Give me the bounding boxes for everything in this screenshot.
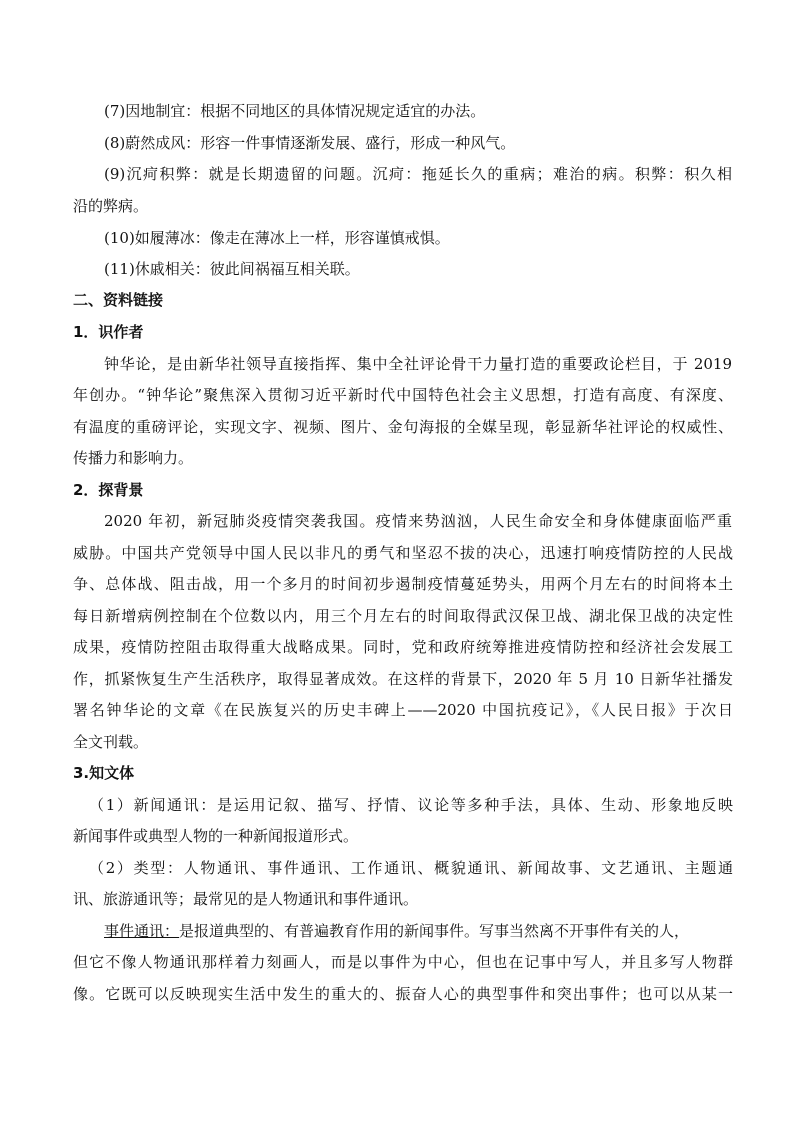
genre-paragraph-line: （2）类型：人物通讯、事件通讯、工作通讯、概貌通讯、新闻故事、文艺通讯、主题通 bbox=[89, 859, 733, 877]
background-paragraph-line: 威胁。中国共产党领导中国人民以非凡的勇气和坚忍不拔的决心，迅速打响疫情防控的人民战 bbox=[73, 544, 733, 562]
section-heading-links: 二、资料链接 bbox=[73, 291, 164, 309]
genre-paragraph-line: （1）新闻通讯：是运用记叙、描写、抒情、议论等多种手法，具体、生动、形象地反映 bbox=[89, 796, 733, 814]
author-paragraph-line: 钟华论，是由新华社领导直接指挥、集中全社评论骨干力量打造的重要政论栏目，于 2019 bbox=[104, 355, 732, 373]
author-paragraph-line: 年创办。“钟华论”聚焦深入贯彻习近平新时代中国特色社会主义思想，打造有高度、有深度、 bbox=[73, 386, 733, 404]
event-paragraph-line: 但它不像人物通讯那样着力刻画人，而是以事件为中心，但也在记事中写人，并且多写人物群 bbox=[73, 953, 733, 971]
background-paragraph-line: 作，抓紧恢复生产生活秩序，取得显著成效。在这样的背景下，2020 年 5 月 10 日新华社播发 bbox=[73, 670, 733, 688]
event-paragraph-line: 像。它既可以反映现实生活中发生的重大的、振奋人心的典型事件和突出事件；也可以从某一 bbox=[73, 985, 733, 1003]
background-paragraph-line: 2020 年初，新冠肺炎疫情突袭我国。疫情来势汹汹，人民生命安全和身体健康面临严重 bbox=[104, 512, 732, 530]
vocab-item-7: (7)因地制宜：根据不同地区的具体情况规定适宜的办法。 bbox=[104, 102, 486, 120]
event-term: 事件通讯： bbox=[104, 922, 180, 940]
author-paragraph-line: 传播力和影响力。 bbox=[73, 449, 194, 467]
event-text: 是报道典型的、有普遍教育作用的新闻事件。写事当然离不开事件有关的人， bbox=[179, 922, 690, 940]
event-paragraph-line1 bbox=[104, 921, 732, 941]
author-paragraph-line: 有温度的重磅评论，实现文字、视频、图片、金句海报的全媒呈现，彰显新华社评论的权威性、 bbox=[73, 418, 733, 436]
vocab-item-8: (8)蔚然成风：形容一件事情逐渐发展、盛行，形成一种风气。 bbox=[104, 134, 516, 152]
subheading-genre: 3.知文体 bbox=[73, 764, 135, 782]
subheading-background: 2．探背景 bbox=[73, 481, 144, 499]
background-paragraph-line: 全文刊载。 bbox=[73, 733, 149, 751]
vocab-item-10: (10)如履薄冰：像走在薄冰上一样，形容谨慎戒惧。 bbox=[104, 229, 450, 247]
genre-paragraph-line: 新闻事件或典型人物的一种新闻报道形式。 bbox=[73, 827, 359, 845]
background-paragraph-line: 每日新增病例控制在个位数以内，用三个月左右的时间取得武汉保卫战、湖北保卫战的决定性 bbox=[73, 607, 733, 625]
background-paragraph-line: 成果，疫情防控阻击取得重大战略成果。同时，党和政府统筹推进疫情防控和经济社会发展工 bbox=[73, 638, 733, 656]
subheading-author: 1．识作者 bbox=[73, 323, 144, 341]
genre-paragraph-line: 讯、旅游通讯等；最常见的是人物通讯和事件通讯。 bbox=[73, 890, 419, 908]
vocab-item-11: (11)休戚相关：彼此间祸福互相关联。 bbox=[104, 260, 360, 278]
vocab-item-9-line1: (9)沉疴积弊：就是长期遗留的问题。沉疴：拖延长久的重病；难治的病。积弊：积久相 bbox=[104, 165, 732, 183]
vocab-item-9-line2: 沿的弊病。 bbox=[73, 197, 149, 215]
background-paragraph-line: 署名钟华论的文章《在民族复兴的历史丰碑上——2020 中国抗疫记》，《人民日报》于次日 bbox=[73, 701, 733, 719]
background-paragraph-line: 争、总体战、阻击战，用一个多月的时间初步遏制疫情蔓延势头，用两个月左右的时间将本土 bbox=[73, 575, 733, 593]
